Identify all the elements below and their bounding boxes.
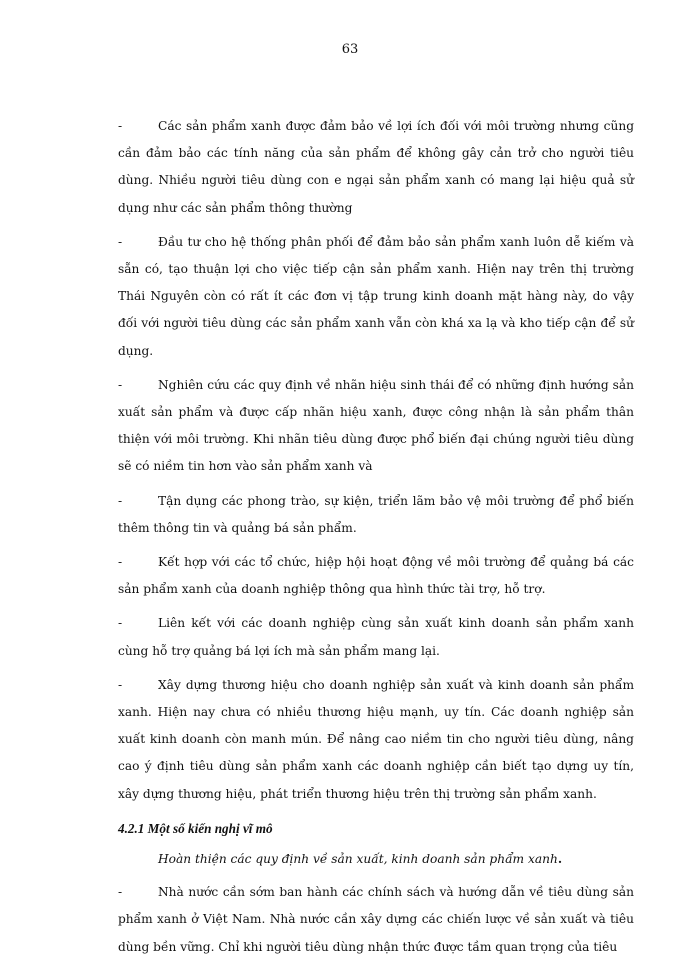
paragraph-text: Tận dụng các phong trào, sự kiện, triển lãm bảo vệ môi trường để phổ biến thêm thông tin và quảng bá sản phẩm. — [118, 493, 634, 535]
paragraph-text: Nghiên cứu các quy định về nhãn hiệu sinh thái để có những định hướng sản xuất sản phẩm và được cấp nhãn hiệu xanh, được công nhận là sản phẩm thân thiện với môi trường. Khi nhãn tiêu dùng được phổ biến đại chúng người tiêu dùng sẽ có niềm tin hơn vào sản phẩm xanh và — [118, 377, 634, 474]
section-heading: 4.2.1 Một số kiến nghị vĩ mô — [118, 820, 273, 836]
page-content — [118, 113, 634, 968]
paragraph-text: Liên kết với các doanh nghiệp cùng sản xuất kinh doanh sản phẩm xanh cùng hỗ trợ quảng bá lợi ích mà sản phẩm mang lại. — [118, 616, 634, 658]
bullet: - — [118, 493, 123, 508]
paragraph — [118, 113, 634, 222]
bullet: - — [118, 616, 123, 631]
paragraph-text: Nhà nước cần sớm ban hành các chính sách và hướng dẫn về tiêu dùng sản phẩm xanh ở Việt Nam. Nhà nước cần xây dựng các chiến lược về sản xuất và tiêu dùng bền vững. Chỉ khi người tiêu dùng nhận thức được tầm quan trọng của tiêu — [118, 885, 634, 954]
paragraph — [118, 879, 634, 961]
paragraph-text: Các sản phẩm xanh được đảm bảo về lợi ích đối với môi trường nhưng cũng cần đảm bảo các tính năng của sản phẩm để không gây cản trở cho người tiêu dùng. Nhiều người tiêu dùng con e ngại sản phẩm xanh có mang lại hiệu quả sử dụng như các sản phẩm thông thường — [118, 119, 634, 215]
subsection-heading-period: . — [557, 852, 563, 867]
paragraph — [118, 549, 634, 603]
subsection-heading — [118, 846, 634, 873]
paragraph — [118, 372, 634, 481]
subsection-heading-text: Hoàn thiện các quy định về sản xuất, kinh doanh sản phẩm xanh — [158, 852, 558, 867]
paragraph-text: Đầu tư cho hệ thống phân phối để đảm bảo sản phẩm xanh luôn dễ kiếm và sẵn có, tạo thuận lợi cho việc tiếp cận sản phẩm xanh. Hiện nay trên thị trường Thái Nguyên còn có rất ít các đơn vị tập trung kinh doanh mặt hàng này, do vậy đối với người tiêu dùng các sản phẩm xanh vẫn còn khá xa lạ và kho tiếp cận để sử dụng. — [118, 234, 634, 358]
bullet: - — [118, 885, 123, 900]
paragraph — [118, 672, 634, 808]
paragraph-text: Kết hợp với các tổ chức, hiệp hội hoạt động về môi trường để quảng bá các sản phẩm xanh của doanh nghiệp thông qua hình thức tài trợ, hỗ trợ. — [118, 555, 634, 597]
paragraph — [118, 229, 634, 365]
paragraph — [118, 610, 634, 664]
bullet: - — [118, 234, 123, 249]
bullet: - — [118, 555, 123, 570]
page-number: 63 — [341, 42, 359, 57]
bullet: - — [118, 119, 123, 133]
bullet: - — [118, 377, 123, 392]
bullet: - — [118, 677, 123, 692]
paragraph — [118, 488, 634, 542]
paragraph-text: Xây dựng thương hiệu cho doanh nghiệp sản xuất và kinh doanh sản phẩm xanh. Hiện nay chưa có nhiều thương hiệu mạnh, uy tín. Các doanh nghiệp sản xuất kinh doanh còn manh mún. Để nâng cao niềm tin cho người tiêu dùng, nâng cao ý định tiêu dùng sản phẩm xanh các doanh nghiệp cần biết tạo dựng uy tín, xây dựng thương hiệu, phát triển thương hiệu trên thị trường sản phẩm xanh. — [118, 677, 634, 801]
